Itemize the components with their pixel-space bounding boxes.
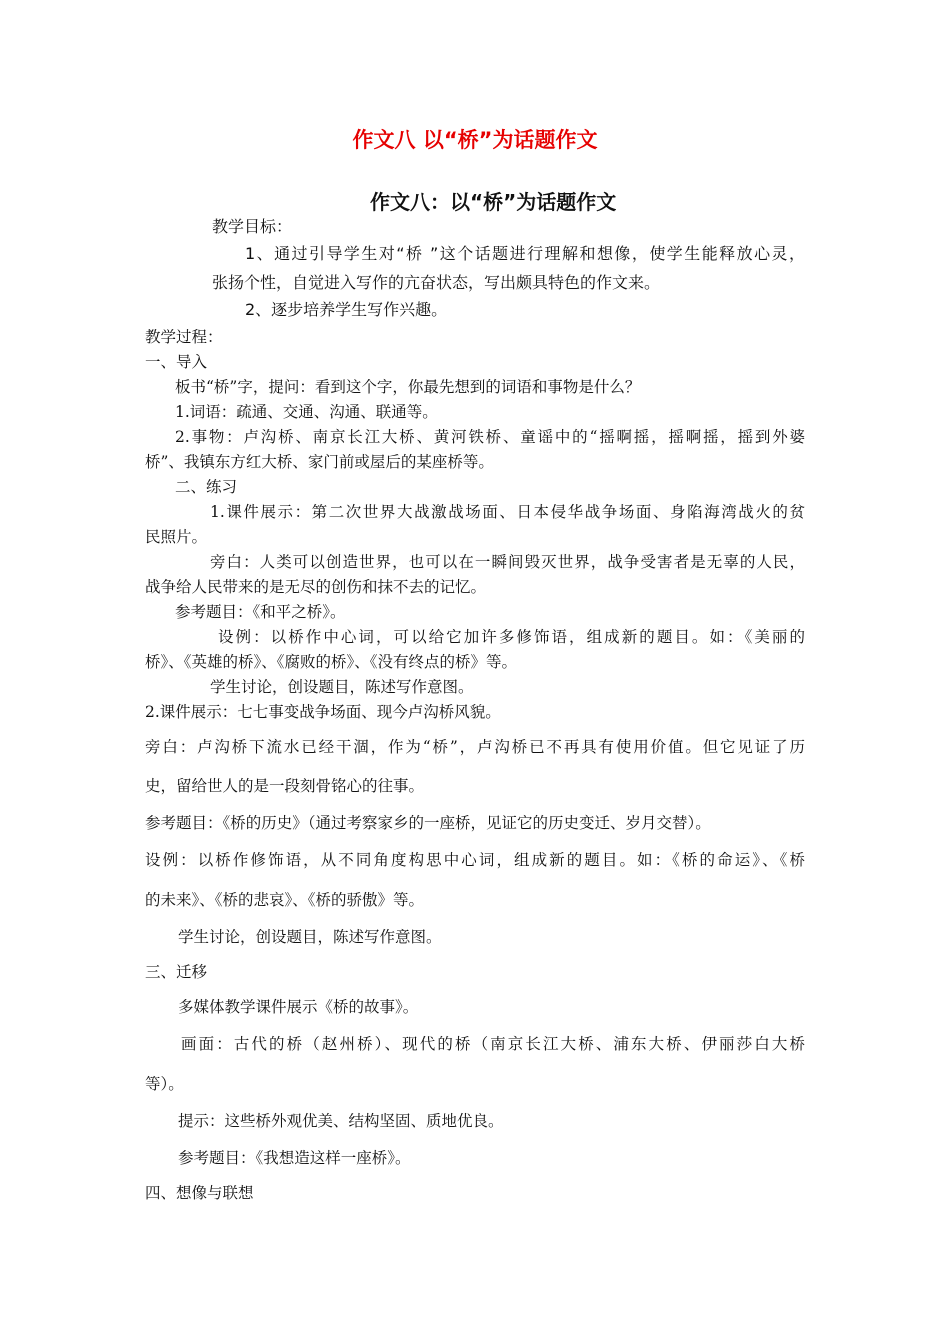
section-3-paragraph: 画面：古代的桥（赵州桥）、现代的桥（南京长江大桥、浦东大桥、伊丽莎白大桥 (181, 1035, 805, 1053)
goals-heading: 教学目标： (212, 217, 293, 236)
section-3-paragraph: 等）。 (145, 1075, 184, 1093)
section-3-paragraph: 多媒体教学课件展示《桥的故事》。 (178, 998, 419, 1016)
section-1-paragraph: 2.事物：卢沟桥、南京长江大桥、黄河铁桥、童谣中的“摇啊摇，摇啊摇，摇到外婆 (175, 428, 805, 446)
section-2-paragraph: 旁白：人类可以创造世界，也可以在一瞬间毁灭世界，战争受害者是无辜的人民， (210, 553, 805, 571)
section-1-paragraph: 桥”、我镇东方红大桥、家门前或屋后的某座桥等。 (145, 453, 494, 471)
goal-item-1-line-2: 张扬个性，自觉进入写作的亢奋状态，写出颇具特色的作文来。 (212, 273, 661, 292)
section-2-paragraph: 战争给人民带来的是无尽的创伤和抹不去的记忆。 (145, 578, 487, 596)
document-subtitle: 作文八：以“桥”为话题作文 (370, 190, 617, 214)
section-2-paragraph: 的未来》、《桥的悲哀》、《桥的骄傲》等。 (145, 891, 425, 909)
document-title: 作文八 以“桥”为话题作文 (352, 128, 598, 152)
section-2-paragraph: 1.课件展示：第二次世界大战激战场面、日本侵华战争场面、身陷海湾战火的贫 (210, 503, 805, 521)
goal-item-2: 2、逐步培养学生写作兴趣。 (245, 300, 448, 319)
section-3-paragraph: 提示：这些桥外观优美、结构坚固、质地优良。 (178, 1112, 504, 1130)
goal-item-1-line-1: 1、通过引导学生对“桥 ”这个话题进行理解和想像，使学生能释放心灵， (245, 244, 805, 263)
section-2-paragraph: 参考题目：《桥的历史》（通过考察家乡的一座桥，见证它的历史变迁、岁月交替）。 (145, 814, 711, 832)
section-2-paragraph: 设例：以桥作修饰语，从不同角度构思中心词，组成新的题目。如：《桥的命运》、《桥 (145, 851, 805, 869)
section-1-heading: 一、导入 (145, 353, 208, 371)
section-2-paragraph: 2.课件展示：七七事变战争场面、现今卢沟桥风貌。 (145, 703, 501, 721)
section-2-paragraph: 桥》、《英雄的桥》、《腐败的桥》、《没有终点的桥》等。 (145, 653, 518, 671)
section-1-paragraph: 1.词语：疏通、交通、沟通、联通等。 (175, 403, 438, 421)
section-2-paragraph: 学生讨论，创设题目，陈述写作意图。 (210, 678, 474, 696)
section-2-paragraph: 史，留给世人的是一段刻骨铭心的往事。 (145, 777, 425, 795)
section-2-paragraph: 旁白：卢沟桥下流水已经干涸，作为“桥”，卢沟桥已不再具有使用价值。但它见证了历 (145, 738, 805, 756)
section-4-heading: 四、想像与联想 (145, 1184, 254, 1202)
section-3-heading: 三、迁移 (145, 963, 208, 981)
section-3-paragraph: 参考题目：《我想造这样一座桥》。 (178, 1149, 411, 1167)
section-2-paragraph: 参考题目：《和平之桥》。 (175, 603, 346, 621)
section-2-paragraph: 学生讨论，创设题目，陈述写作意图。 (178, 928, 442, 946)
section-2-heading: 二、练习 (175, 478, 238, 496)
section-2-paragraph: 设例：以桥作中心词，可以给它加许多修饰语，组成新的题目。如：《美丽的 (218, 628, 805, 646)
section-2-paragraph: 民照片。 (145, 528, 208, 546)
process-heading: 教学过程： (145, 328, 223, 346)
section-1-paragraph: 板书“桥”字，提问：看到这个字，你最先想到的词语和事物是什么？ (175, 378, 641, 396)
